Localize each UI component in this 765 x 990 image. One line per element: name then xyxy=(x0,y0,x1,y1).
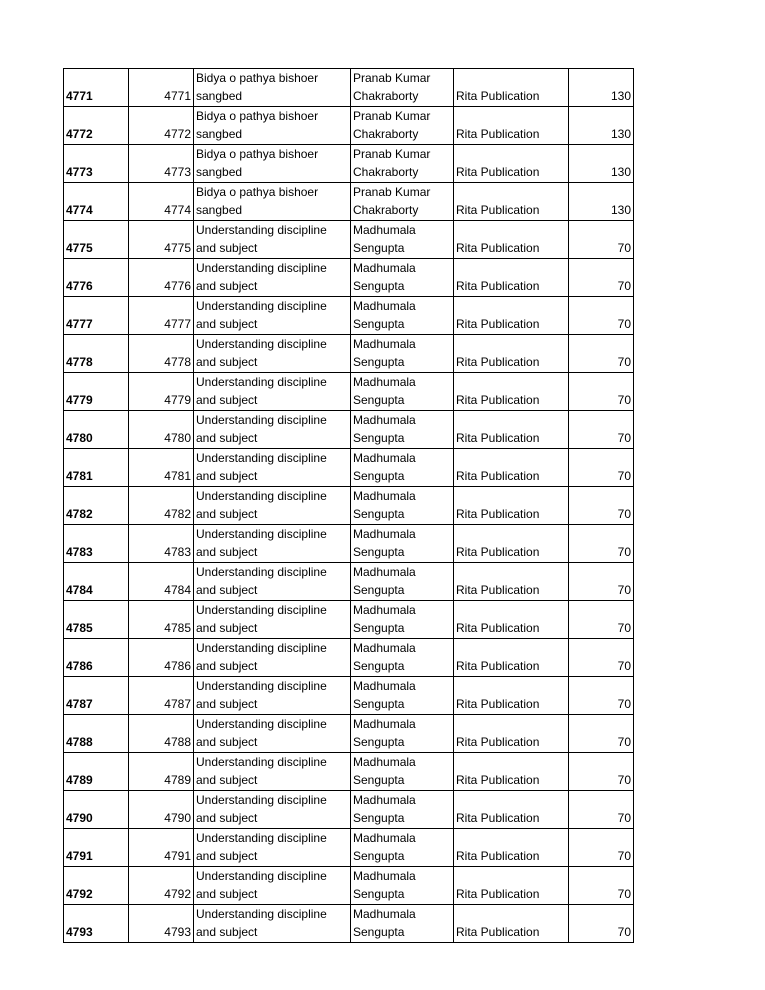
accession-number-cell: 4792 xyxy=(129,867,194,905)
price-cell: 70 xyxy=(569,373,634,411)
accession-number-cell: 4771 xyxy=(129,69,194,107)
publisher-cell: Rita Publication xyxy=(454,107,569,145)
table-row xyxy=(64,563,634,601)
book-title-cell: Bidya o pathya bishoer sangbed xyxy=(194,145,351,183)
table-row xyxy=(64,259,634,297)
book-title-cell: Understanding discipline and subject xyxy=(194,753,351,791)
publisher-cell: Rita Publication xyxy=(454,335,569,373)
accession-number-cell: 4785 xyxy=(129,601,194,639)
author-cell: Madhumala Sengupta xyxy=(351,335,454,373)
table-row xyxy=(64,829,634,867)
price-cell: 70 xyxy=(569,221,634,259)
author-cell: Pranab Kumar Chakraborty xyxy=(351,145,454,183)
price-cell: 70 xyxy=(569,335,634,373)
serial-number-cell: 4778 xyxy=(64,335,129,373)
serial-number-cell: 4780 xyxy=(64,411,129,449)
price-cell: 70 xyxy=(569,525,634,563)
author-cell: Madhumala Sengupta xyxy=(351,259,454,297)
book-title-cell: Understanding discipline and subject xyxy=(194,677,351,715)
table-row xyxy=(64,297,634,335)
book-title-cell: Understanding discipline and subject xyxy=(194,905,351,943)
price-cell: 70 xyxy=(569,259,634,297)
accession-number-cell: 4787 xyxy=(129,677,194,715)
author-cell: Madhumala Sengupta xyxy=(351,791,454,829)
serial-number-cell: 4779 xyxy=(64,373,129,411)
serial-number-cell: 4775 xyxy=(64,221,129,259)
serial-number-cell: 4784 xyxy=(64,563,129,601)
book-title-cell: Understanding discipline and subject xyxy=(194,487,351,525)
accession-number-cell: 4780 xyxy=(129,411,194,449)
table-row xyxy=(64,791,634,829)
serial-number-cell: 4783 xyxy=(64,525,129,563)
author-cell: Madhumala Sengupta xyxy=(351,905,454,943)
publisher-cell: Rita Publication xyxy=(454,563,569,601)
book-title-cell: Understanding discipline and subject xyxy=(194,525,351,563)
accession-number-cell: 4789 xyxy=(129,753,194,791)
publisher-cell: Rita Publication xyxy=(454,183,569,221)
table-row xyxy=(64,145,634,183)
book-title-cell: Understanding discipline and subject xyxy=(194,601,351,639)
serial-number-cell: 4781 xyxy=(64,449,129,487)
price-cell: 70 xyxy=(569,487,634,525)
price-cell: 70 xyxy=(569,867,634,905)
table-row xyxy=(64,411,634,449)
author-cell: Madhumala Sengupta xyxy=(351,221,454,259)
publisher-cell: Rita Publication xyxy=(454,601,569,639)
accession-number-cell: 4781 xyxy=(129,449,194,487)
serial-number-cell: 4790 xyxy=(64,791,129,829)
author-cell: Madhumala Sengupta xyxy=(351,411,454,449)
publisher-cell: Rita Publication xyxy=(454,791,569,829)
table-row xyxy=(64,221,634,259)
author-cell: Madhumala Sengupta xyxy=(351,829,454,867)
table-row xyxy=(64,373,634,411)
author-cell: Madhumala Sengupta xyxy=(351,373,454,411)
author-cell: Pranab Kumar Chakraborty xyxy=(351,69,454,107)
author-cell: Madhumala Sengupta xyxy=(351,867,454,905)
author-cell: Madhumala Sengupta xyxy=(351,449,454,487)
accession-number-cell: 4773 xyxy=(129,145,194,183)
publisher-cell: Rita Publication xyxy=(454,449,569,487)
book-title-cell: Understanding discipline and subject xyxy=(194,867,351,905)
serial-number-cell: 4774 xyxy=(64,183,129,221)
accession-number-cell: 4790 xyxy=(129,791,194,829)
publisher-cell: Rita Publication xyxy=(454,677,569,715)
book-title-cell: Understanding discipline and subject xyxy=(194,449,351,487)
price-cell: 70 xyxy=(569,411,634,449)
publisher-cell: Rita Publication xyxy=(454,753,569,791)
publisher-cell: Rita Publication xyxy=(454,411,569,449)
price-cell: 130 xyxy=(569,145,634,183)
serial-number-cell: 4791 xyxy=(64,829,129,867)
accession-number-cell: 4783 xyxy=(129,525,194,563)
book-title-cell: Bidya o pathya bishoer sangbed xyxy=(194,107,351,145)
accession-number-cell: 4778 xyxy=(129,335,194,373)
book-title-cell: Understanding discipline and subject xyxy=(194,335,351,373)
accession-number-cell: 4786 xyxy=(129,639,194,677)
author-cell: Pranab Kumar Chakraborty xyxy=(351,183,454,221)
price-cell: 130 xyxy=(569,69,634,107)
book-title-cell: Understanding discipline and subject xyxy=(194,297,351,335)
price-cell: 130 xyxy=(569,183,634,221)
price-cell: 130 xyxy=(569,107,634,145)
book-title-cell: Understanding discipline and subject xyxy=(194,791,351,829)
book-title-cell: Bidya o pathya bishoer sangbed xyxy=(194,69,351,107)
accession-number-cell: 4782 xyxy=(129,487,194,525)
serial-number-cell: 4792 xyxy=(64,867,129,905)
publisher-cell: Rita Publication xyxy=(454,487,569,525)
accession-number-cell: 4779 xyxy=(129,373,194,411)
publisher-cell: Rita Publication xyxy=(454,259,569,297)
author-cell: Madhumala Sengupta xyxy=(351,297,454,335)
serial-number-cell: 4772 xyxy=(64,107,129,145)
table-row xyxy=(64,183,634,221)
serial-number-cell: 4793 xyxy=(64,905,129,943)
author-cell: Madhumala Sengupta xyxy=(351,525,454,563)
table-row xyxy=(64,525,634,563)
accession-number-cell: 4793 xyxy=(129,905,194,943)
book-title-cell: Understanding discipline and subject xyxy=(194,639,351,677)
book-register-body xyxy=(64,69,634,943)
serial-number-cell: 4776 xyxy=(64,259,129,297)
book-title-cell: Bidya o pathya bishoer sangbed xyxy=(194,183,351,221)
table-row xyxy=(64,487,634,525)
book-title-cell: Understanding discipline and subject xyxy=(194,259,351,297)
accession-number-cell: 4776 xyxy=(129,259,194,297)
serial-number-cell: 4782 xyxy=(64,487,129,525)
price-cell: 70 xyxy=(569,601,634,639)
serial-number-cell: 4785 xyxy=(64,601,129,639)
price-cell: 70 xyxy=(569,449,634,487)
author-cell: Madhumala Sengupta xyxy=(351,639,454,677)
accession-number-cell: 4774 xyxy=(129,183,194,221)
table-row xyxy=(64,107,634,145)
serial-number-cell: 4777 xyxy=(64,297,129,335)
table-row xyxy=(64,69,634,107)
author-cell: Madhumala Sengupta xyxy=(351,677,454,715)
publisher-cell: Rita Publication xyxy=(454,69,569,107)
price-cell: 70 xyxy=(569,639,634,677)
accession-number-cell: 4788 xyxy=(129,715,194,753)
author-cell: Madhumala Sengupta xyxy=(351,601,454,639)
author-cell: Madhumala Sengupta xyxy=(351,753,454,791)
price-cell: 70 xyxy=(569,791,634,829)
accession-number-cell: 4784 xyxy=(129,563,194,601)
publisher-cell: Rita Publication xyxy=(454,715,569,753)
author-cell: Pranab Kumar Chakraborty xyxy=(351,107,454,145)
serial-number-cell: 4788 xyxy=(64,715,129,753)
accession-number-cell: 4775 xyxy=(129,221,194,259)
publisher-cell: Rita Publication xyxy=(454,373,569,411)
publisher-cell: Rita Publication xyxy=(454,221,569,259)
book-title-cell: Understanding discipline and subject xyxy=(194,221,351,259)
book-title-cell: Understanding discipline and subject xyxy=(194,563,351,601)
price-cell: 70 xyxy=(569,563,634,601)
table-row xyxy=(64,335,634,373)
price-cell: 70 xyxy=(569,715,634,753)
author-cell: Madhumala Sengupta xyxy=(351,715,454,753)
price-cell: 70 xyxy=(569,677,634,715)
book-register-table xyxy=(63,68,634,943)
author-cell: Madhumala Sengupta xyxy=(351,563,454,601)
accession-number-cell: 4777 xyxy=(129,297,194,335)
book-title-cell: Understanding discipline and subject xyxy=(194,411,351,449)
publisher-cell: Rita Publication xyxy=(454,829,569,867)
serial-number-cell: 4786 xyxy=(64,639,129,677)
book-title-cell: Understanding discipline and subject xyxy=(194,829,351,867)
table-row xyxy=(64,905,634,943)
serial-number-cell: 4771 xyxy=(64,69,129,107)
price-cell: 70 xyxy=(569,905,634,943)
table-row xyxy=(64,867,634,905)
price-cell: 70 xyxy=(569,829,634,867)
book-title-cell: Understanding discipline and subject xyxy=(194,373,351,411)
table-row xyxy=(64,715,634,753)
publisher-cell: Rita Publication xyxy=(454,145,569,183)
table-row xyxy=(64,639,634,677)
price-cell: 70 xyxy=(569,753,634,791)
publisher-cell: Rita Publication xyxy=(454,905,569,943)
table-row xyxy=(64,753,634,791)
table-row xyxy=(64,449,634,487)
table-row xyxy=(64,677,634,715)
book-title-cell: Understanding discipline and subject xyxy=(194,715,351,753)
serial-number-cell: 4789 xyxy=(64,753,129,791)
author-cell: Madhumala Sengupta xyxy=(351,487,454,525)
price-cell: 70 xyxy=(569,297,634,335)
publisher-cell: Rita Publication xyxy=(454,525,569,563)
accession-number-cell: 4791 xyxy=(129,829,194,867)
serial-number-cell: 4787 xyxy=(64,677,129,715)
publisher-cell: Rita Publication xyxy=(454,639,569,677)
table-row xyxy=(64,601,634,639)
accession-number-cell: 4772 xyxy=(129,107,194,145)
publisher-cell: Rita Publication xyxy=(454,867,569,905)
serial-number-cell: 4773 xyxy=(64,145,129,183)
publisher-cell: Rita Publication xyxy=(454,297,569,335)
